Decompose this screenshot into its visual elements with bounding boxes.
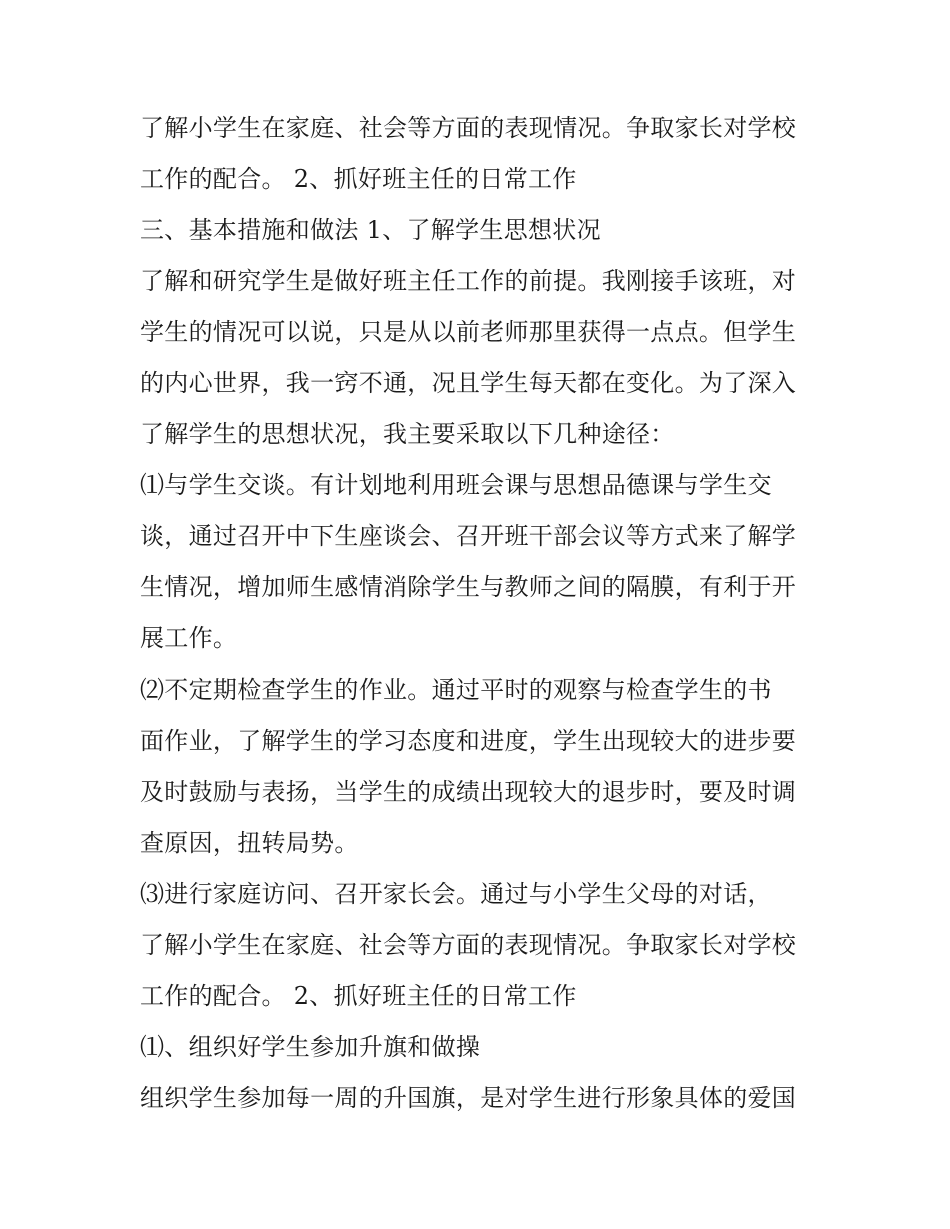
text-line: 组织学生参加每一周的升国旗，是对学生进行形象具体的爱国 [140,1084,797,1112]
text-line: 的内心世界，我一窍不通，况且学生每天都在变化。为了深入 [140,369,797,397]
list-item: ⑶进行家庭访问、召开家长会。通过与小学生父母的对话， [140,880,772,908]
list-item: ⑴与学生交谈。有计划地利用班会课与思想品德课与学生交 [140,471,772,499]
text-line: 了解和研究学生是做好班主任工作的前提。我刚接手该班，对 [140,267,797,295]
text-line: 面作业，了解学生的学习态度和进度，学生出现较大的进步要 [140,727,797,755]
text-line: 生情况，增加师生感情消除学生与教师之间的隔膜，有利于开 [140,573,797,601]
section-heading: 三、基本措施和做法 1、了解学生思想状况 [140,216,601,244]
text-line: 工作的配合。 2、抓好班主任的日常工作 [140,982,577,1010]
list-item: ⑴、组织好学生参加升旗和做操 [140,1033,481,1061]
text-line: 工作的配合。 2、抓好班主任的日常工作 [140,165,577,193]
text-line: 及时鼓励与表扬，当学生的成绩出现较大的退步时，要及时调 [140,778,797,806]
text-line: 了解小学生在家庭、社会等方面的表现情况。争取家长对学校 [140,931,797,959]
text-line: 学生的情况可以说，只是从以前老师那里获得一点点。但学生 [140,318,797,346]
text-line: 查原因，扭转局势。 [140,829,359,857]
text-line: 谈，通过召开中下生座谈会、召开班干部会议等方式来了解学 [140,522,797,550]
list-item: ⑵不定期检查学生的作业。通过平时的观察与检查学生的书 [140,676,772,704]
text-line: 展工作。 [140,624,238,652]
text-line: 了解学生的思想状况，我主要采取以下几种途径： [140,420,675,448]
text-line: 了解小学生在家庭、社会等方面的表现情况。争取家长对学校 [140,114,797,142]
